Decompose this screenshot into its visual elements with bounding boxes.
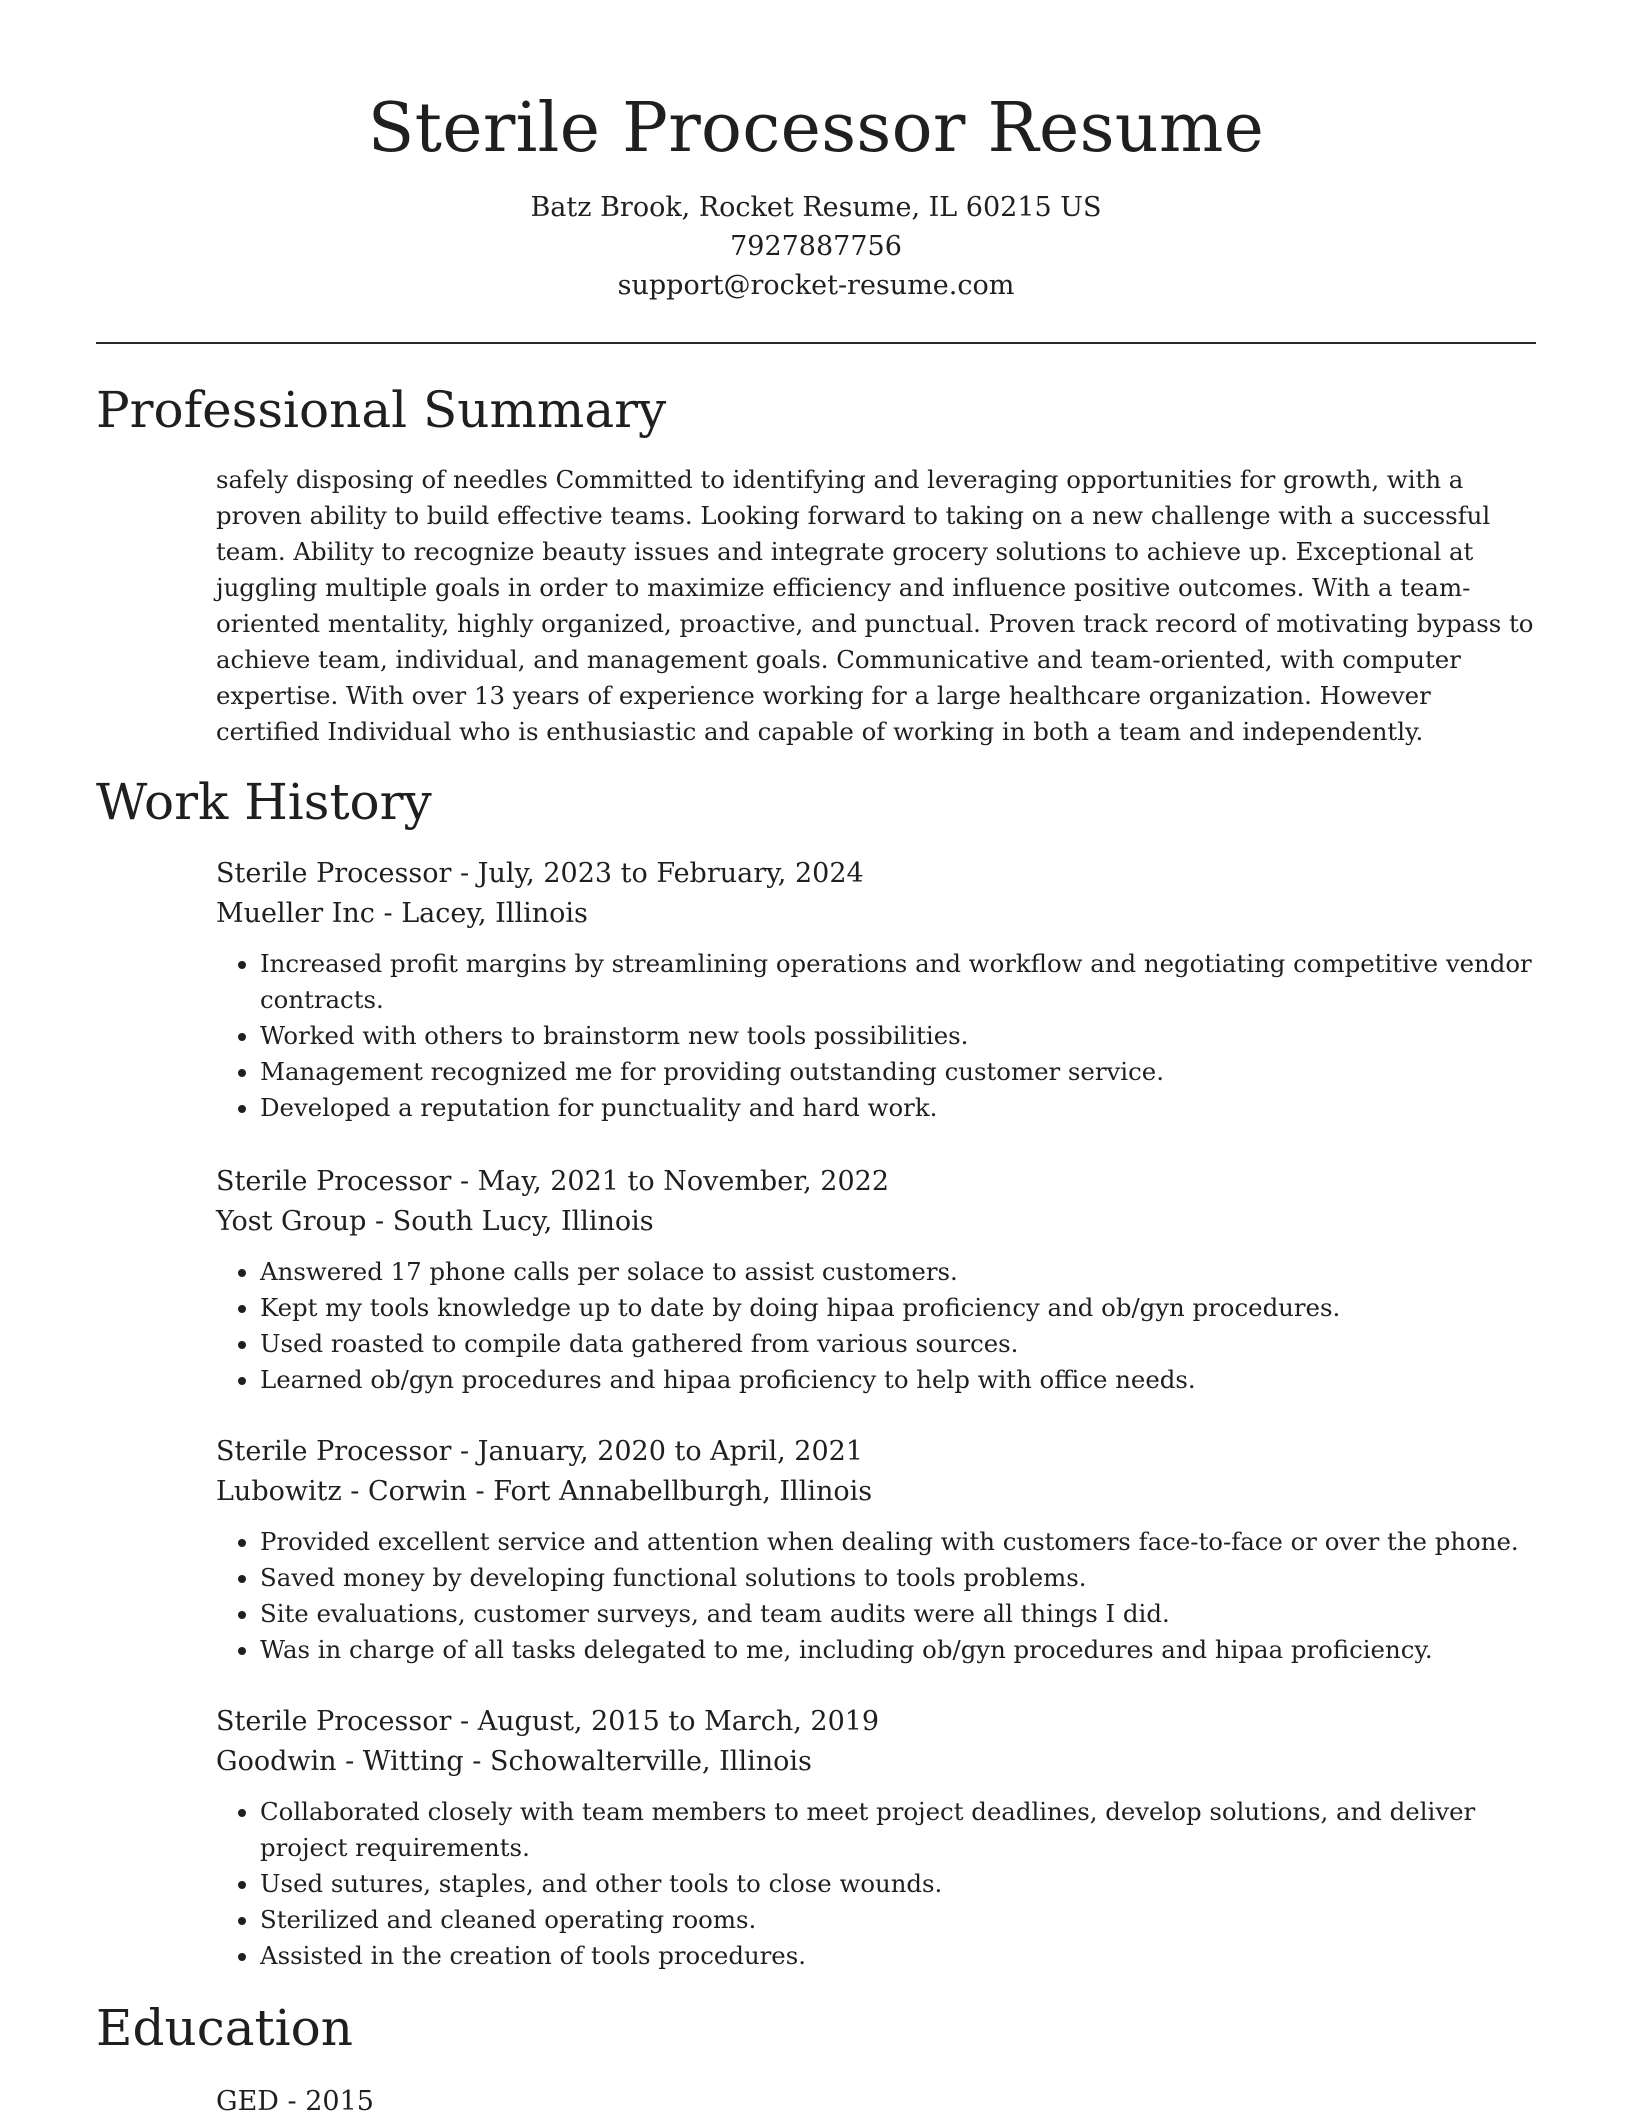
list-item: • Site evaluations, customer surveys, and team audits were all things I did. (260, 1596, 1536, 1632)
contact-address: Batz Brook, Rocket Resume, IL 60215 US (530, 192, 1102, 223)
job-bullets (216, 946, 1536, 1126)
header-divider (96, 342, 1536, 344)
summary-text: safely disposing of needles Committed to identifying and leveraging opportunities for growth, with a proven ability to build effective teams. Looking forward to taking on a new challenge with a successful team. Ability to recognize beauty issues and integrate grocery solutions to achieve up. Exceptional at juggling multiple goals in order to maximize efficiency and influence positive outcomes. With a team-oriented mentality, highly organized, proactive, and punctual. Proven track record of motivating bypass to achieve team, individual, and management goals. Communicative and team-oriented, with computer expertise. With over 13 years of experience working for a large healthcare organization. However certified Individual who is enthusiastic and capable of working in both a team and independently. (216, 465, 1534, 746)
job-entry (216, 1702, 1536, 1974)
job-bullets (216, 1794, 1536, 1974)
list-item: • Learned ob/gyn procedures and hipaa proficiency to help with office needs. (260, 1362, 1536, 1398)
job-bullets (216, 1254, 1536, 1398)
job-bullets (216, 1524, 1536, 1668)
list-item: • Developed a reputation for punctuality and hard work. (260, 1090, 1536, 1126)
job-title-line: Sterile Processor - May, 2021 to November, 2022 (216, 1166, 890, 1197)
contact-block (0, 188, 1632, 305)
job-company-line: Lubowitz - Corwin - Fort Annabellburgh, Illinois (216, 1476, 873, 1507)
list-item: • Worked with others to brainstorm new tools possibilities. (260, 1018, 1536, 1054)
job-company-line: Mueller Inc - Lacey, Illinois (216, 898, 588, 929)
job-title-line: Sterile Processor - July, 2023 to February, 2024 (216, 858, 864, 889)
section-title-summary: Professional Summary (96, 381, 667, 439)
job-entry (216, 1162, 1536, 1398)
list-item: • Sterilized and cleaned operating rooms. (260, 1902, 1536, 1938)
job-entry (216, 1432, 1536, 1668)
contact-phone: 7927887756 (730, 231, 902, 262)
contact-email: support@rocket-resume.com (617, 270, 1015, 301)
education-entry: GED - 2015 (216, 2086, 374, 2117)
list-item: • Was in charge of all tasks delegated to me, including ob/gyn procedures and hipaa proficiency. (260, 1632, 1536, 1668)
section-title-work-history: Work History (96, 773, 432, 831)
list-item: • Kept my tools knowledge up to date by doing hipaa proficiency and ob/gyn procedures. (260, 1290, 1536, 1326)
job-title-line: Sterile Processor - August, 2015 to March, 2019 (216, 1706, 880, 1737)
job-title-line: Sterile Processor - January, 2020 to April, 2021 (216, 1436, 864, 1467)
resume-header (0, 84, 1632, 305)
list-item: • Increased profit margins by streamlining operations and workflow and negotiating competitive vendor contracts. (260, 946, 1536, 1018)
job-entry (216, 854, 1536, 1126)
list-item: • Assisted in the creation of tools procedures. (260, 1938, 1536, 1974)
section-title-education: Education (96, 1999, 353, 2057)
job-company-line: Yost Group - South Lucy, Illinois (216, 1206, 654, 1237)
list-item: • Used sutures, staples, and other tools to close wounds. (260, 1866, 1536, 1902)
list-item: • Used roasted to compile data gathered from various sources. (260, 1326, 1536, 1362)
list-item: • Management recognized me for providing outstanding customer service. (260, 1054, 1536, 1090)
list-item: • Provided excellent service and attention when dealing with customers face-to-face or over the phone. (260, 1524, 1536, 1560)
list-item: • Saved money by developing functional solutions to tools problems. (260, 1560, 1536, 1596)
page-title: Sterile Processor Resume (367, 89, 1265, 168)
list-item: • Answered 17 phone calls per solace to assist customers. (260, 1254, 1536, 1290)
list-item: • Collaborated closely with team members to meet project deadlines, develop solutions, and deliver project requirements. (260, 1794, 1536, 1866)
job-company-line: Goodwin - Witting - Schowalterville, Illinois (216, 1746, 812, 1777)
